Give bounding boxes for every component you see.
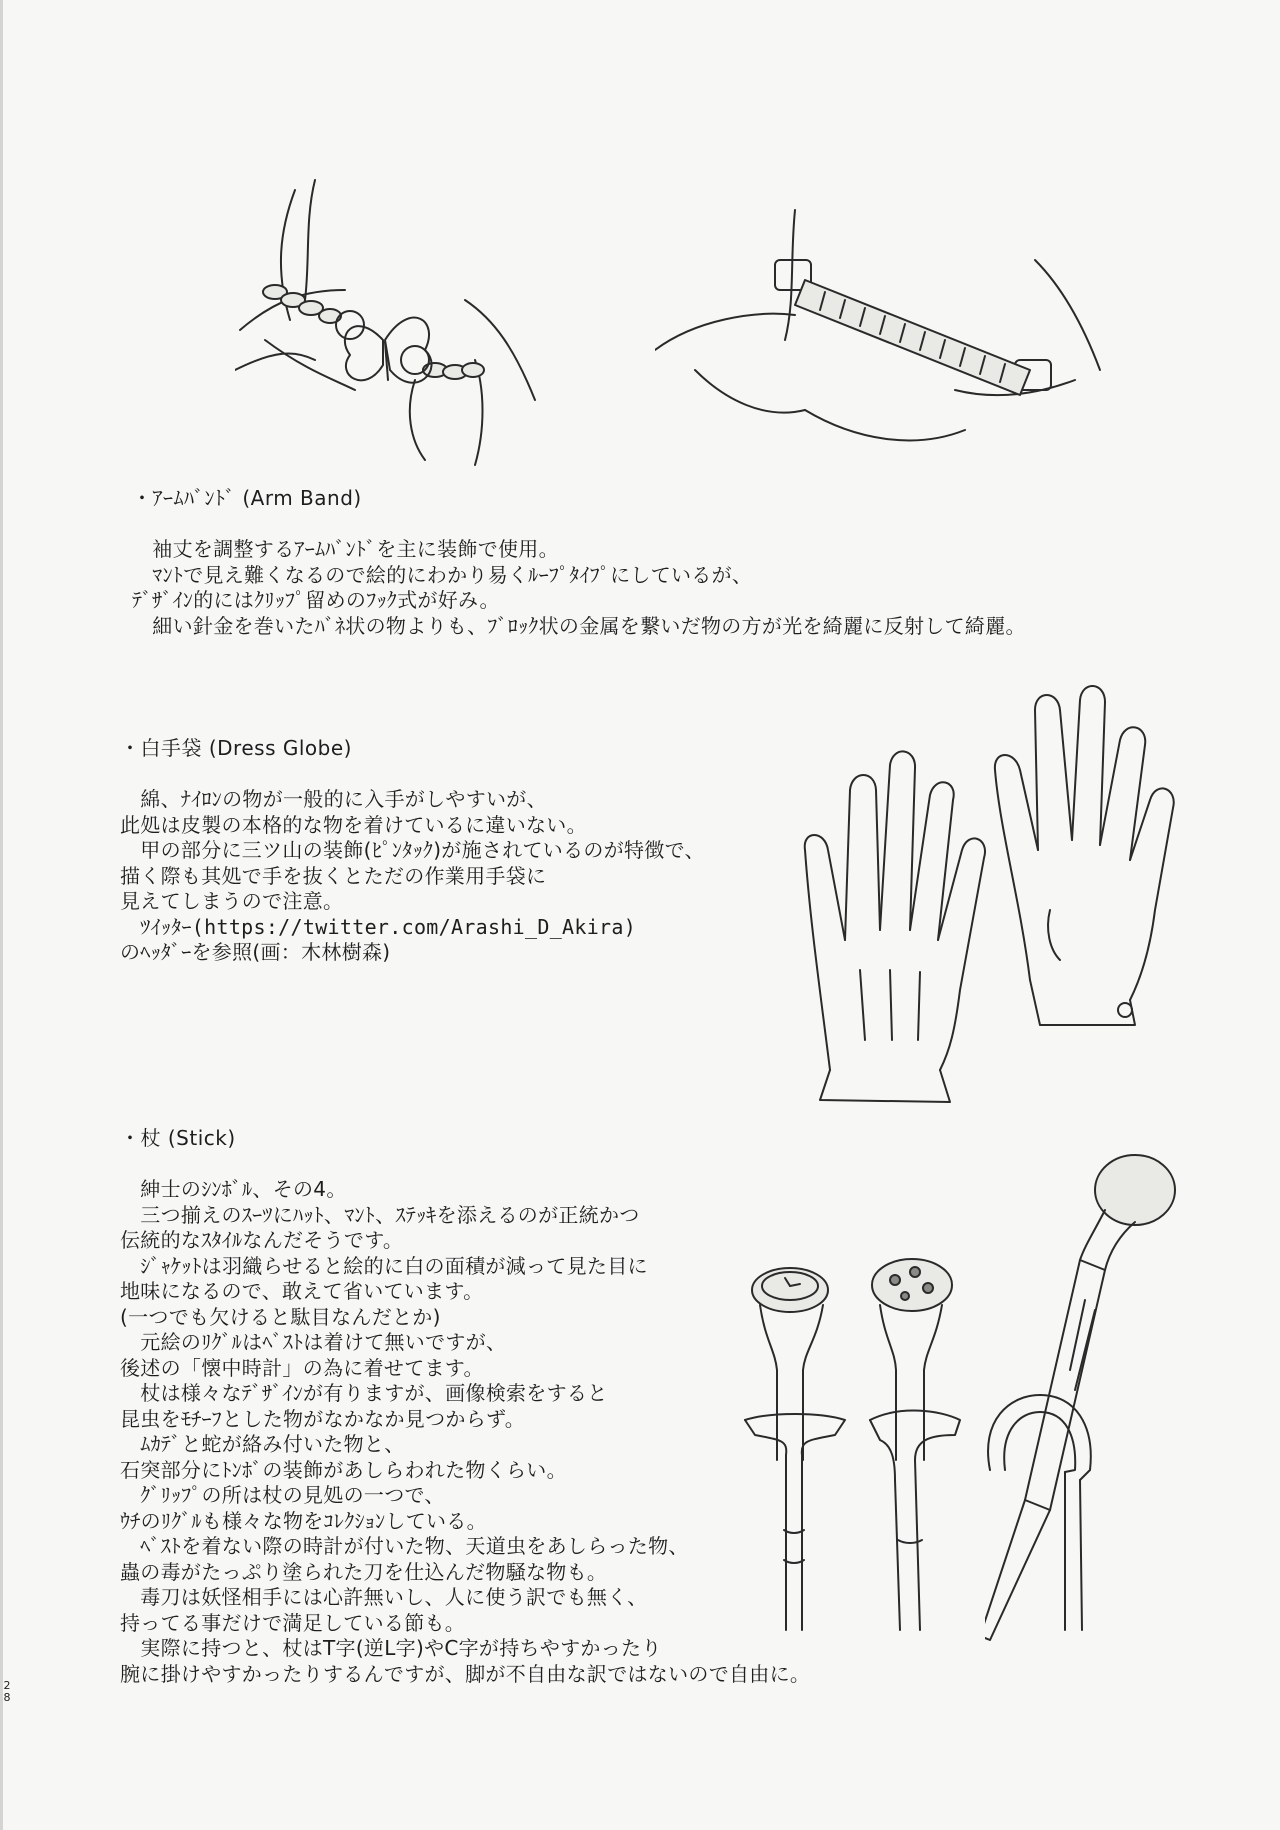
cane-line: ｸﾞﾘｯﾌﾟの所は杖の見処の一つで、 <box>120 1483 445 1507</box>
cane-l-handle-drawing <box>860 1400 970 1640</box>
arm-band-loop-drawing <box>655 200 1105 460</box>
cane-line: 元絵のﾘｸﾞﾙはﾍﾞｽﾄは着けて無いですが、 <box>120 1330 507 1354</box>
cane-line: ﾍﾞｽﾄを着ない際の時計が付いた物、天道虫をあしらった物、 <box>120 1534 689 1558</box>
cane-line: 腕に掛けやすかったりするんですが、脚が不自由な訳ではないので自由に。 <box>120 1661 811 1686</box>
glove-section <box>120 732 705 966</box>
cane-line: 持ってる事だけで満足している節も。 <box>120 1610 466 1635</box>
cane-line: ｼﾞｬｹｯﾄは羽織らせると絵的に白の面積が減って見た目に <box>120 1253 648 1278</box>
page-number <box>2 1680 12 1704</box>
cane-section <box>120 1122 810 1687</box>
cane-line: 伝統的なｽﾀｲﾙなんだそうです。 <box>120 1228 404 1252</box>
page-edge-shadow <box>0 0 3 1830</box>
cane-line: 後述の「懐中時計」の為に着せてます。 <box>120 1355 484 1380</box>
page-number-digit: 2 <box>3 1679 11 1692</box>
cane-line: 実際に持つと、杖はT字(逆L字)やC字が持ちやすかったり <box>120 1636 662 1660</box>
glove-line: 此処は皮製の本格的な物を着けているに違いない。 <box>120 812 587 837</box>
glove-line: 綿、ﾅｲﾛﾝの物が一般的に入手がしやすいが、 <box>120 787 547 811</box>
arm-band-butterfly-drawing <box>235 150 565 470</box>
cane-line: ｳﾁのﾘｸﾞﾙも様々な物をｺﾚｸｼｮﾝしている。 <box>120 1508 487 1533</box>
arm-band-section <box>132 482 1026 639</box>
glove-palm-drawing <box>790 740 1010 1120</box>
glove-heading: ・白手袋 (Dress Globe) <box>120 736 352 760</box>
glove-back-drawing <box>990 680 1190 1040</box>
glove-line: のﾍｯﾀﾞｰを参照(画：木林樹森) <box>120 940 391 964</box>
arm-band-line: 袖丈を調整するｱｰﾑﾊﾞﾝﾄﾞを主に装飾で使用。 <box>132 537 559 561</box>
cane-line: 三つ揃えのｽｰﾂにﾊｯﾄ、ﾏﾝﾄ、ｽﾃｯｷを添えるのが正統かつ <box>120 1202 640 1227</box>
cane-line: 昆虫をﾓﾁｰﾌとした物がなかなか見つからず。 <box>120 1406 525 1431</box>
arm-band-heading: ・ｱｰﾑﾊﾞﾝﾄﾞ (Arm Band) <box>132 486 362 510</box>
cane-line: 蟲の毒がたっぷり塗られた刀を仕込んだ物騒な物も。 <box>120 1559 608 1584</box>
glove-line: 見えてしまうので注意。 <box>120 889 344 913</box>
cane-heading: ・杖 (Stick) <box>120 1126 236 1150</box>
cane-line: 地味になるので、敢えて省いています。 <box>120 1279 484 1303</box>
cane-line: 石突部分にﾄﾝﾎﾞの装飾があしらわれた物くらい。 <box>120 1457 567 1482</box>
cane-line: 杖は様々なﾃﾞｻﾞｲﾝが有りますが、画像検索をすると <box>120 1381 608 1405</box>
glove-twitter-link: ﾂｲｯﾀｰ(https://twitter.com/Arashi_D_Akira) <box>120 914 637 939</box>
page-number-digit: 8 <box>3 1691 11 1704</box>
arm-band-line: 細い針金を巻いたﾊﾞﾈ状の物よりも、ﾌﾞﾛｯｸ状の金属を繋いだ物の方が光を綺麗に反射して綺麗。 <box>132 613 1026 638</box>
cane-full-drawing <box>985 1150 1195 1650</box>
cane-line: ﾑｶﾃﾞと蛇が絡み付いた物と、 <box>120 1432 405 1456</box>
arm-band-line: ﾏﾝﾄで見え難くなるので絵的にわかり易くﾙｰﾌﾟﾀｲﾌﾟにしているが、 <box>132 562 753 587</box>
cane-line: 紳士のｼﾝﾎﾞﾙ、その4。 <box>120 1177 347 1201</box>
cane-line: 毒刀は妖怪相手には心許無いし、人に使う訳でも無く、 <box>120 1585 648 1609</box>
cane-line: (一つでも欠けると駄目なんだとか) <box>120 1304 441 1329</box>
glove-line: 甲の部分に三ツ山の装飾(ﾋﾟﾝﾀｯｸ)が施されているのが特徴で、 <box>120 838 705 862</box>
arm-band-line: ﾃﾞｻﾞｲﾝ的にはｸﾘｯﾌﾟ留めのﾌｯｸ式が好み。 <box>132 588 500 612</box>
glove-line: 描く際も其処で手を抜くとただの作業用手袋に <box>120 863 547 888</box>
